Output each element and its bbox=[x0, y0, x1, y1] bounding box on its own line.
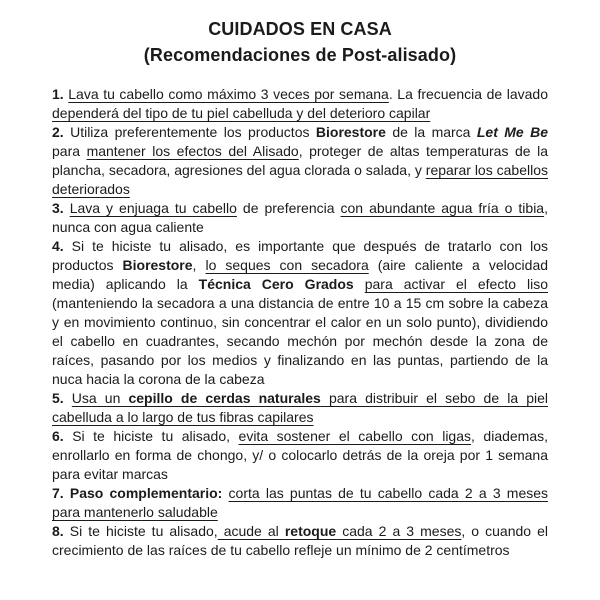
text-run: evita sostener el cabello con ligas bbox=[238, 428, 472, 444]
text-run: cada 2 a 3 meses bbox=[336, 523, 462, 539]
list-item-4 bbox=[52, 237, 548, 389]
text-run: con abundante agua fría o tibia bbox=[340, 200, 545, 216]
text-run: . La frecuencia de lavado bbox=[388, 86, 548, 102]
text-run: Lava tu cabello como máximo 3 veces por semana bbox=[68, 86, 389, 102]
text-run: de la marca bbox=[385, 124, 477, 140]
list-item-6 bbox=[52, 427, 548, 484]
text-run: Técnica Cero Grados bbox=[198, 276, 354, 292]
text-run bbox=[354, 276, 365, 292]
text-run: cepillo de cerdas naturales bbox=[128, 390, 321, 406]
text-run: para activar el efecto liso bbox=[364, 276, 549, 292]
text-run: Usa un bbox=[71, 390, 129, 406]
text-run: 1. bbox=[52, 86, 64, 102]
document-heading bbox=[52, 16, 548, 68]
text-run: Lava y enjuaga tu cabello bbox=[69, 200, 237, 216]
text-run: , nunca con agua caliente bbox=[52, 200, 548, 235]
text-run: Let Me Be bbox=[476, 124, 548, 140]
text-run: dependerá del tipo de tu piel cabelluda y del deterioro capilar bbox=[52, 105, 431, 121]
text-run: , proteger de altas temperaturas de la plancha, secadora, agresiones del agua clorada o salada, y bbox=[52, 143, 548, 178]
list-item-7 bbox=[52, 484, 548, 522]
text-run: retoque bbox=[284, 523, 337, 539]
list-item-3 bbox=[52, 199, 548, 237]
text-run: para bbox=[52, 143, 87, 159]
text-run: , o cuando el crecimiento de las raíces de tu cabello refleje un mínimo de 2 centímetros bbox=[52, 523, 549, 558]
text-run: para distribuir el sebo de la piel cabelluda a lo largo de tus fibras capilares bbox=[52, 390, 549, 425]
text-run: mantener los efectos del Alisado bbox=[86, 143, 299, 159]
document-title: CUIDADOS EN CASA bbox=[208, 19, 392, 39]
document-subtitle: (Recomendaciones de Post-alisado) bbox=[143, 45, 457, 65]
list-item-8 bbox=[52, 522, 548, 560]
text-run: 4. bbox=[52, 238, 64, 254]
text-run: Biorestore bbox=[315, 124, 386, 140]
text-run: 6. bbox=[52, 428, 64, 444]
text-run: 3. bbox=[52, 200, 64, 216]
list-item-2 bbox=[52, 123, 548, 199]
list-item-1 bbox=[52, 85, 548, 123]
text-run bbox=[64, 390, 72, 406]
text-run: Si te hiciste tu alisado, es importante que después de tratarlo con los productos bbox=[52, 238, 548, 273]
text-run: 7. Paso complementario: bbox=[52, 485, 223, 501]
document-body bbox=[52, 85, 548, 560]
text-run: , diademas, enrollarlo en forma de chongo, y/ o colocarlo detrás de la oreja por 1 semana para evitar marcas bbox=[52, 428, 549, 482]
text-run: lo seques con secadora bbox=[205, 257, 369, 273]
text-run: , bbox=[192, 257, 206, 273]
list-item-5 bbox=[52, 389, 548, 427]
text-run: de preferencia bbox=[236, 200, 341, 216]
text-run: Si te hiciste tu alisado, bbox=[63, 523, 218, 539]
text-run: (manteniendo la secadora a una distancia de entre 10 a 15 cm sobre la cabeza y en movimiento continuo, sin concentrar el calor en un solo punto), dividiendo el cabello en cuadrantes, secando mechón por mechón desde la zona de raíces, pasando por los medios y finalizando en las puntas, partiendo de la nuca hacia la corona de la cabeza bbox=[52, 295, 548, 387]
text-run: reparar los cabellos deteriorados bbox=[52, 162, 548, 197]
text-run: corta las puntas de tu cabello cada 2 a 3 meses para mantenerlo saludable bbox=[52, 485, 549, 520]
text-run: Si te hiciste tu alisado, bbox=[63, 428, 239, 444]
text-run: Biorestore bbox=[122, 257, 193, 273]
text-run: 8. bbox=[52, 523, 64, 539]
text-run: acude al bbox=[217, 523, 285, 539]
text-run: Utiliza preferentemente los productos bbox=[63, 124, 316, 140]
text-run: 5. bbox=[52, 390, 64, 406]
text-run: 2. bbox=[52, 124, 64, 140]
text-run: (aire caliente a velocidad media) aplicando la bbox=[52, 257, 549, 292]
